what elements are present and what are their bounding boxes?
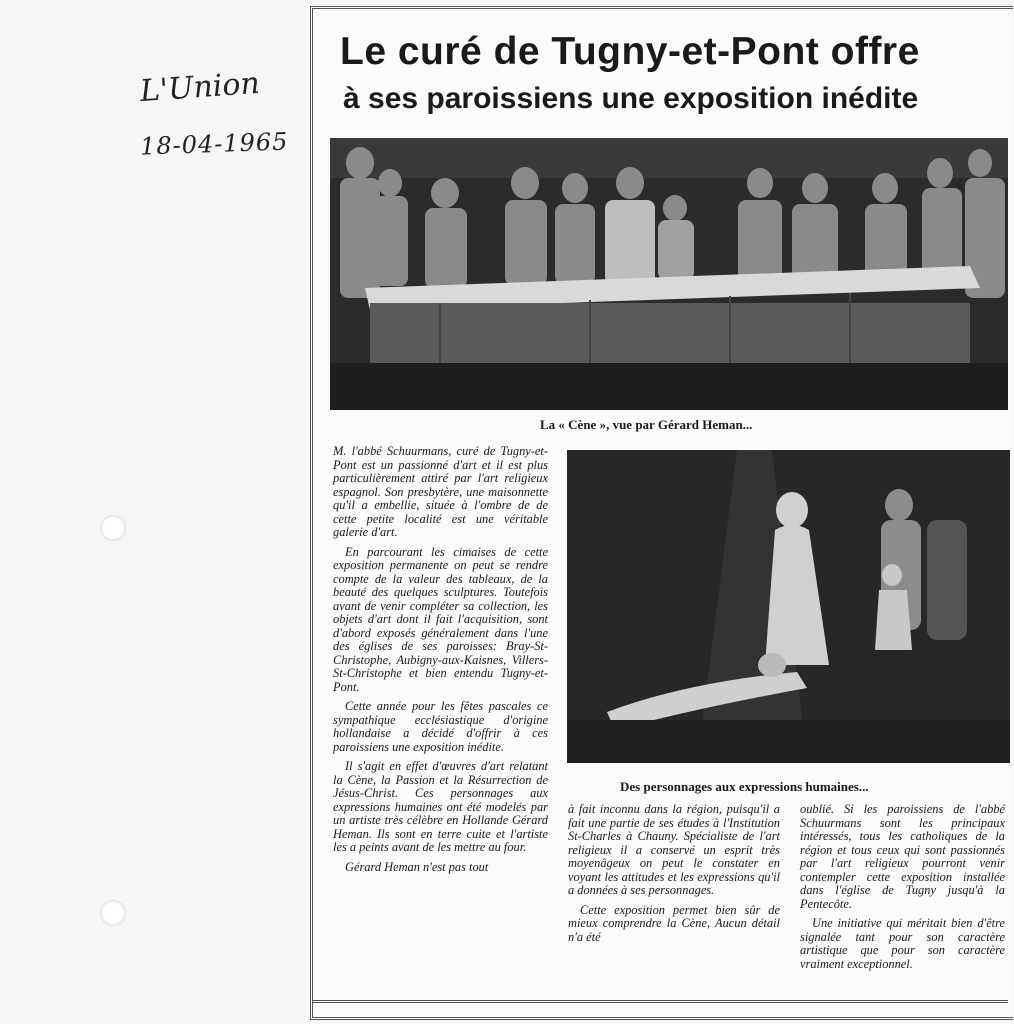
punch-hole xyxy=(100,515,126,541)
photo-last-supper-image xyxy=(330,138,1008,410)
punch-hole xyxy=(100,900,126,926)
photo-caption: La « Cène », vue par Gérard Heman... xyxy=(540,417,753,432)
paragraph: à fait inconnu dans la région, puisqu'il a fait une partie de ses études à l'Institution St-Charles à Chauny. Spécialiste de l'art religieux il a conservé un esprit très moyenâgeux on peut le constater en voyant les attitudes et les expressions qu'il a données à ses personnages. xyxy=(568,802,780,897)
paragraph: Une initiative qui méritait bien d'être signalée tant pour son caractère artistique que pour son caractère vraiment exceptionnel. xyxy=(800,916,1005,971)
photo-last-supper xyxy=(330,138,1008,410)
paragraph: Cette exposition permet bien sûr de mieux comprendre la Cène, Aucun détail n'a été xyxy=(568,902,780,944)
paragraph: oublié. Si les paroissiens de l'abbé Schuurmans sont les principaux intéressés, tous les catholiques de la région et tous ceux qui sont passionnés par l'art religieux pourront venir contempler cette exposition installée dans l'église de Tugny jusqu'à la Pentecôte. xyxy=(800,802,1005,911)
handwritten-date: 18-04-1965 xyxy=(139,127,289,161)
article-column-1 xyxy=(333,445,548,880)
article-subtitle: à ses paroissiens une exposition inédite xyxy=(343,82,919,115)
article-column-3 xyxy=(800,803,1005,977)
paragraph: Il s'agit en effet d'œuvres d'art relatant la Cène, la Passion et la Résurrection de Jésus-Christ. Ces personnages aux expressions humaines ont été modelés par un artiste très célèbre en Hollande Gérard Heman. Ils sont en terre cuite et l'artiste les a peints avant de les mettre au four. xyxy=(333,759,548,854)
photo-figures-image xyxy=(567,450,1010,763)
paragraph: Cette année pour les fêtes pascales ce sympathique ecclésiastique d'origine hollandaise a décidé d'offrir à ces paroissiens une exposition inédite. xyxy=(333,699,548,754)
paragraph: Gérard Heman n'est pas tout xyxy=(345,859,489,874)
handwritten-newspaper-name: L'Union xyxy=(138,65,261,110)
bottom-rule xyxy=(313,1000,1008,1006)
paragraph: M. l'abbé Schuurmans, curé de Tugny-et-Pont est un passionné d'art et il est plus particulièrement attiré par l'art religieux espagnol. Son presbytère, une maisonnette qu'il a embellie, située à l'ombre de de cette petite localité est une véritable galerie d'art. xyxy=(333,444,548,539)
photo-figures xyxy=(567,450,1010,763)
article-column-2 xyxy=(568,803,780,950)
photo-caption: Des personnages aux expressions humaines... xyxy=(620,779,869,794)
article-title: Le curé de Tugny-et-Pont offre xyxy=(340,30,920,73)
paragraph: En parcourant les cimaises de cette exposition permanente on peut se rendre compte de la valeur des tableaux, de la beauté des quelques sculptures. Toutefois avant de venir compléter sa collection, les objets d'art dont il fait l'acquisition, sont d'abord exposés généralement dans l'une des églises de ses paroisses: Bray-St-Christophe, Aubigny-aux-Kaisnes, Villers-St-Christophe et bien entendu Tugny-et-Pont. xyxy=(333,544,548,694)
